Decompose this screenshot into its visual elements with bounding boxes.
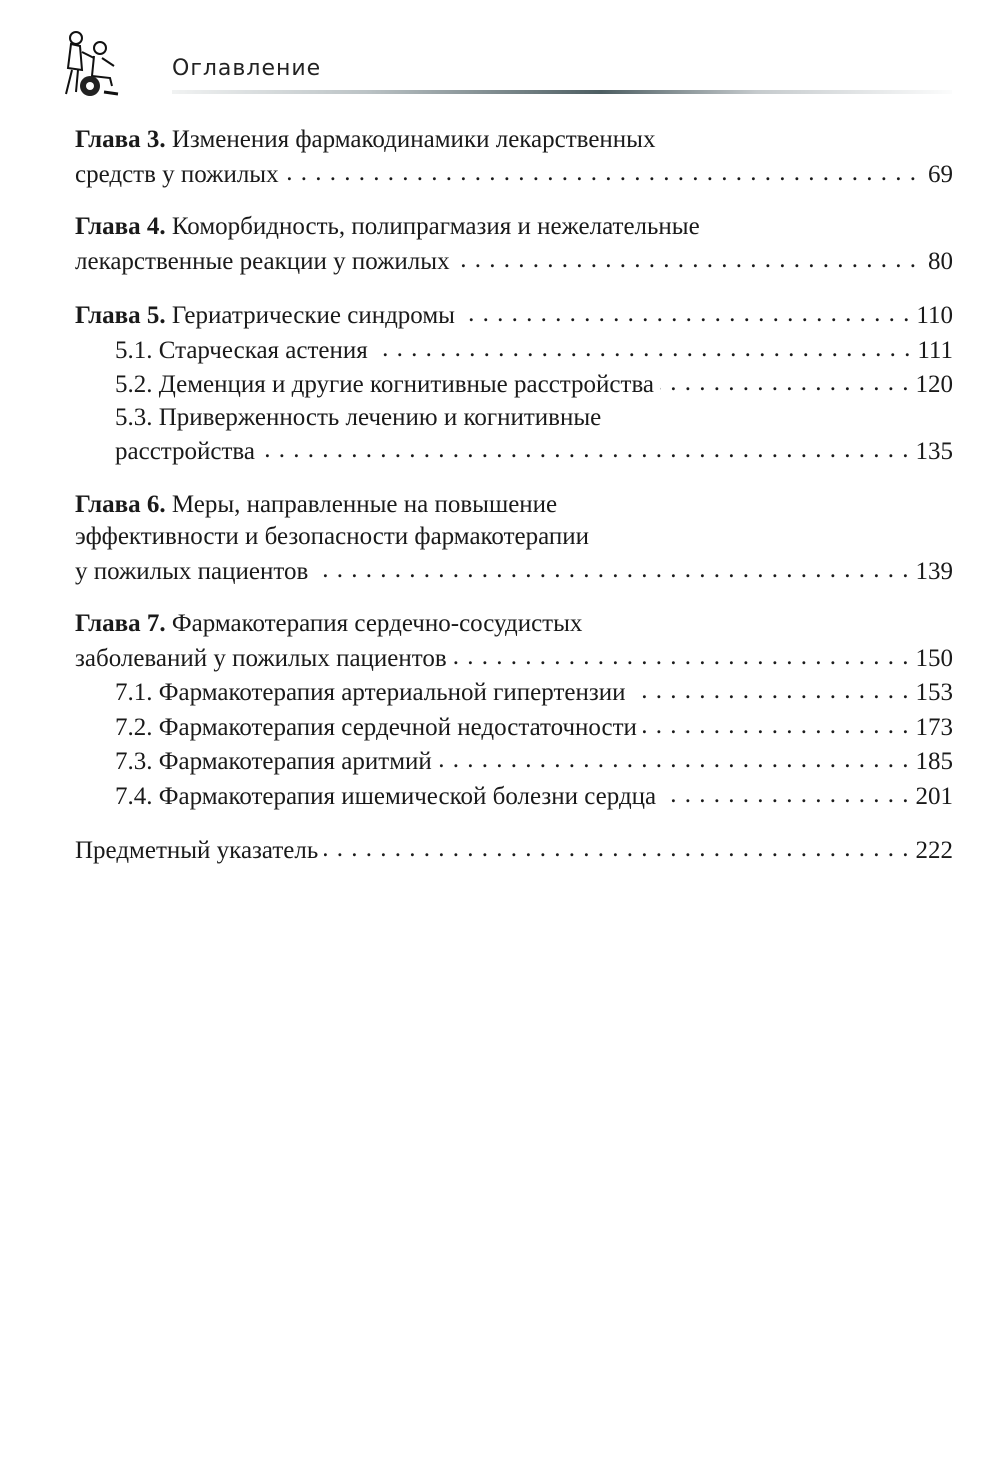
page-header [0,0,1000,110]
section-title: 5.3. Приверженность лечению и когнитивные [115,403,602,431]
table-of-contents [75,124,953,888]
chapter-title-cont: лекарственные реакции у пожилых [75,247,450,275]
chapter-title-cont: у пожилых пациентов [75,557,309,585]
index-title: Предметный указатель [75,837,319,864]
section-title: 5.1. Старческая астения [115,336,368,364]
dot-leader [632,675,910,700]
chapter-label: Глава 4. [75,213,166,240]
toc-section-5-1[interactable] [75,333,953,368]
wheelchair-caregiver-icon [62,28,132,100]
toc-entry-chapter-7 [75,608,953,813]
toc-line-chapter-5[interactable] [75,298,953,333]
toc-section-7-4[interactable] [75,779,953,814]
chapter-title-cont: заболеваний у пожилых пациентов [75,644,447,672]
dot-leader [461,298,910,323]
toc-entry-chapter-4[interactable] [75,211,953,278]
page-number: 120 [915,371,953,398]
chapter-label: Глава 7. [75,610,166,637]
toc-section-7-2[interactable] [75,710,953,745]
section-title: 7.1. Фармакотерапия артериальной гипертензии [115,679,626,706]
chapter-title: Гериатрические синдромы [171,302,455,329]
dot-leader [314,554,909,579]
chapter-title-cont: эффективности и безопасности фармакотерапии [75,523,590,550]
section-title: 7.4. Фармакотерапия ишемической болезни сердца [115,782,657,810]
chapter-title: Коморбидность, полипрагмазия и нежелательные [171,213,700,240]
dot-leader [456,244,917,269]
toc-section-7-3[interactable] [75,744,953,779]
page-number: 222 [915,837,953,864]
page-number: 111 [917,336,953,364]
toc-entry-chapter-3[interactable] [75,124,953,191]
dot-leader [438,744,910,769]
page-number: 150 [915,644,953,672]
dot-leader [643,710,910,735]
chapter-title: Фармакотерапия сердечно-сосудистых [171,610,583,637]
section-title-cont: расстройства [115,438,255,465]
section-title: 7.3. Фармакотерапия аритмий [115,748,432,775]
dot-leader [285,157,917,182]
dot-leader [261,434,910,459]
chapter-label: Глава 5. [75,302,166,329]
dot-leader [374,333,912,358]
chapter-title: Меры, направленные на повышение [171,490,558,518]
page-number: 173 [915,713,953,741]
page-title: Оглавление [172,56,322,81]
chapter-label: Глава 6. [75,490,166,518]
toc-entry-chapter-6[interactable] [75,489,953,589]
page-number: 110 [916,302,953,329]
page-number: 69 [928,160,953,188]
chapter-title: Изменения фармакодинамики лекарственных [171,126,656,153]
page-number: 135 [915,438,953,465]
page-number: 80 [928,247,953,275]
toc-line-chapter-7[interactable] [75,608,953,675]
toc-section-5-3[interactable] [75,402,953,469]
page-number: 185 [915,748,953,775]
dot-leader [662,779,909,804]
page-number: 201 [915,782,953,810]
toc-entry-chapter-5 [75,298,953,469]
dot-leader [453,641,910,666]
toc-section-7-1[interactable] [75,675,953,710]
section-title: 7.2. Фармакотерапия сердечной недостаточности [115,713,637,741]
toc-section-5-2[interactable] [75,367,953,402]
dot-leader [660,367,909,392]
page-number: 153 [915,679,953,706]
chapter-label: Глава 3. [75,126,166,153]
dot-leader [324,833,909,858]
page-number: 139 [915,557,953,585]
chapter-title-cont: средств у пожилых [75,160,279,188]
section-title: 5.2. Деменция и другие когнитивные расстройства [115,371,655,398]
toc-entry-index[interactable] [75,833,953,868]
header-rule [172,90,952,94]
